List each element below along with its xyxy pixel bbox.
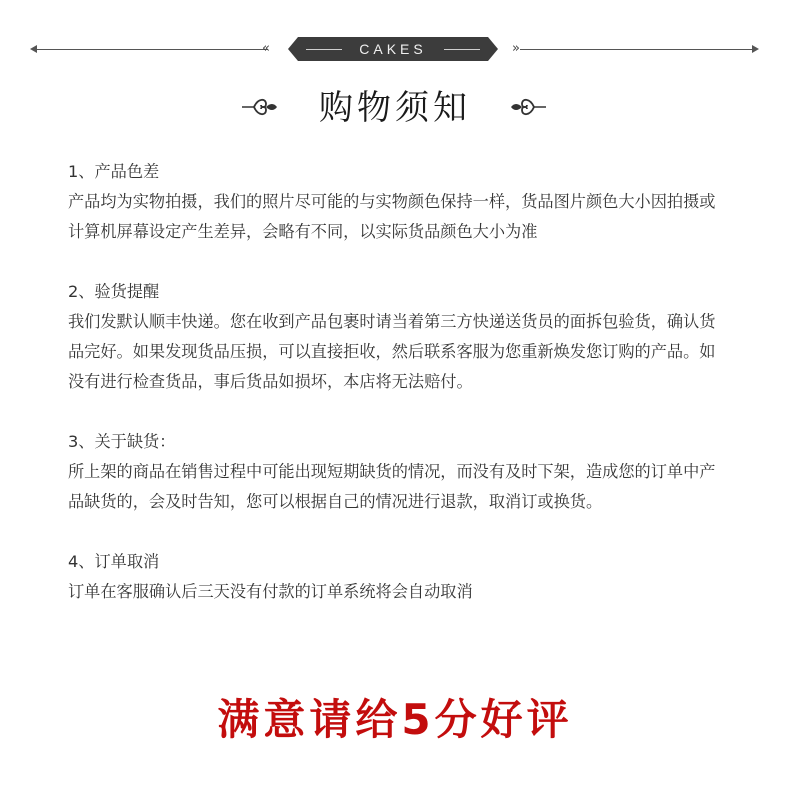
right-arrow-tip	[752, 45, 759, 53]
left-divider-line	[36, 49, 268, 50]
section-order-cancellation	[68, 547, 728, 607]
section-body: 我们发默认顺丰快递。您在收到产品包裹时请当着第三方快递送货员的面拆包验货，确认货品完好。如果发现货品压损，可以直接拒收，然后联系客服为您重新焕发您订购的产品。如没有进行检查货品，事后货品如损坏，本店将无法赔付。	[68, 312, 716, 391]
right-flourish-icon	[508, 94, 548, 120]
five-star-review-banner: 满意请给5分好评	[217, 695, 573, 744]
section-heading: 4、订单取消	[68, 552, 160, 571]
notice-content	[68, 157, 728, 637]
header-ornament	[0, 34, 790, 64]
cakes-badge-label: CAKES	[359, 41, 427, 57]
section-body: 订单在客服确认后三天没有付款的订单系统将会自动取消	[68, 582, 473, 601]
section-heading: 3、关于缺货：	[68, 432, 176, 451]
title-row	[0, 86, 790, 130]
section-body: 产品均为实物拍摄，我们的照片尽可能的与实物颜色保持一样，货品图片颜色大小因拍摄或计算机屏幕设定产生差异，会略有不同，以实际货品颜色大小为准	[68, 192, 716, 241]
section-out-of-stock	[68, 427, 728, 517]
section-color-difference	[68, 157, 728, 247]
right-divider-line	[520, 49, 752, 50]
section-body: 所上架的商品在销售过程中可能出现短期缺货的情况，而没有及时下架，造成您的订单中产品缺货的，会及时告知，您可以根据自己的情况进行退款，取消订或换货。	[68, 462, 716, 511]
section-heading: 2、验货提醒	[68, 282, 160, 301]
left-double-chevron-icon: «	[262, 41, 270, 56]
page-title: 购物须知	[319, 88, 471, 128]
section-inspection-reminder	[68, 277, 728, 397]
right-double-chevron-icon: »	[512, 41, 520, 56]
left-flourish-icon	[240, 94, 280, 120]
section-heading: 1、产品色差	[68, 162, 160, 181]
